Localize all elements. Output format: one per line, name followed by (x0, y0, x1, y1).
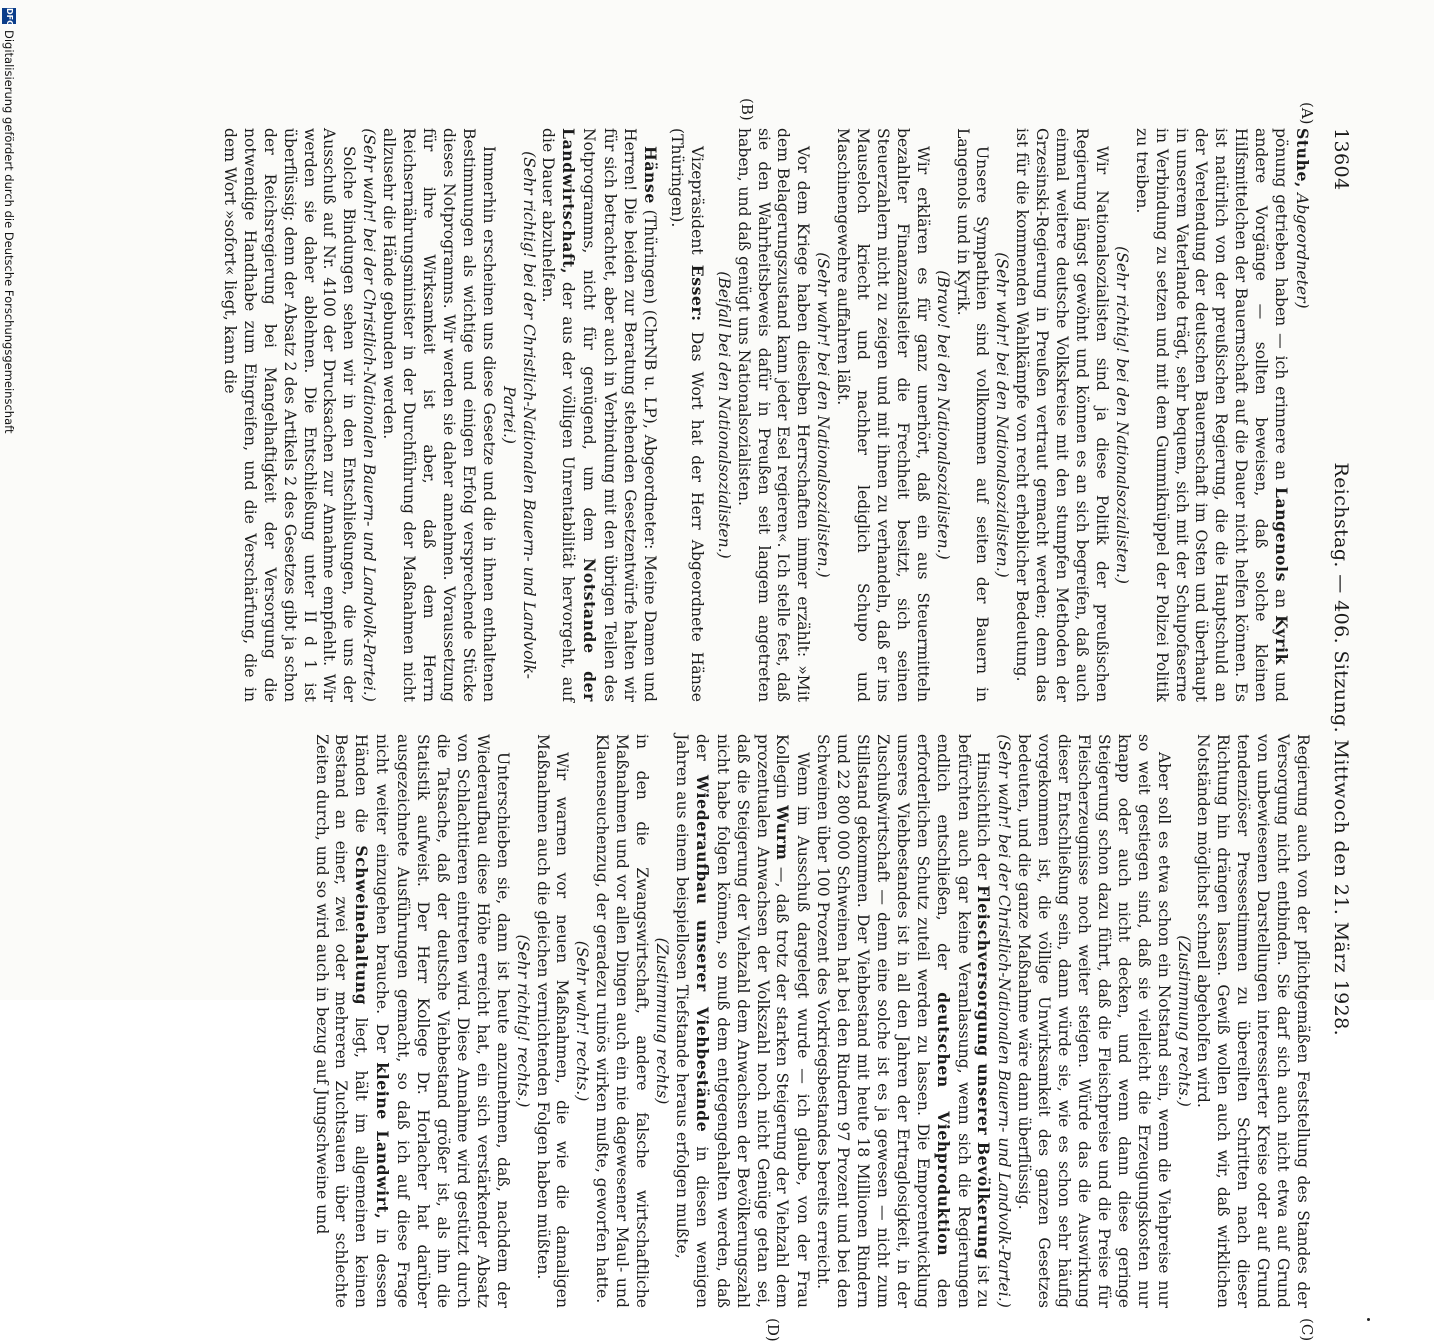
paragraph (1131, 128, 1291, 702)
margin-marker-b: (B) (738, 98, 756, 121)
text-run: pönung getrieben haben — ich erinnere an (1272, 128, 1291, 481)
paragraph (666, 128, 707, 702)
running-title: Reichstag. — 406. Sitzung. Mittwoch den 21. März 1928. (1330, 462, 1352, 1037)
interjection: (Beifall bei den Nationalsozialisten.) (714, 271, 733, 559)
speaker-name: Stuhe, (1293, 128, 1312, 189)
dfg-logo-icon: DFG (2, 8, 16, 24)
paragraph: Aber soll es etwa schon ein Notstand sein, wenn die Viehpreise nur so weit gestiegen sind, daß sie vielleicht die Erzeugungskosten nur knapp oder auch nicht decken, und wenn dann diese geringe Steigerung schon dazu führt, daß die Fleischpreise und die Preise für Fleischerzeugnisse noch weiter steigen. Würde das die Auswirkung dieser Entschließung sein, dann würde sie, wie es schon sehr häufig vorgekommen ist, die völlige Unwirksamkeit des ganzen Gesetzes bedeuten, und die ganze Maßnahme wäre dann überflüssig. (1015, 734, 1173, 1308)
interjection: (Sehr richtig! bei der Christlich-Nationalen Bauern- und Landvolk-Partei.) (499, 151, 538, 679)
paragraph: Wir Nationalsozialisten sind ja diese Politik der preußischen Regierung längst gewöhnt und können es an sich begreifen, daß auch einmal weitere deutsche Volkskreise mit den stumpfen Methoden der Grzesinski-Regierung in Preußen vertraut gemacht werden; denn das ist für die kommenden Wahlkämpfe von recht erheblicher Bedeutung. (1013, 128, 1111, 702)
paragraph: Regierung auch von der pflichtgemäßen Feststellung des Standes der Versorgung nicht entbinden. Sie darf sich auch nicht etwa auf Grund von unbewiesenen Darstellungen interessierter Kreise oder auf Grund tendenziöser Pressestimmen zu übereilten Schritten nach dieser Richtung hin drängen lassen. Gewiß wollen auch wir, daß wirklichen Notständen möglichst schnell abgeholfen wird. (1194, 734, 1312, 1308)
paragraph (671, 734, 812, 1308)
margin-marker-d: (D) (764, 1318, 782, 1342)
emphasis: Fleischversorgung unserer Bevölkerung (974, 885, 994, 1260)
emphasis: Langenols (1272, 486, 1292, 583)
emphasis: Notstande der Landwirtschaft, (559, 128, 600, 702)
text-run: Das Wort hat der Herr Abgeordnete Hänse (Thüringen). (667, 128, 706, 703)
interjection: (Sehr wahr! bei der Christlich-Nationalen Bauern- und Landvolk-Partei.) (360, 128, 379, 702)
interjection: (Sehr wahr! bei der Christlich-Nationalen Bauern- und Landvolk-Partei.) (995, 734, 1014, 1308)
text-run: der aus der völligen Unrentabilität hervorgeht, auf die Dauer abzuhelfen. (539, 128, 578, 702)
text-run: an (1272, 588, 1291, 609)
text-run: Unterschieben sie, dann ist heute anzunehmen, daß, nachdem der Wiederaufbau diese Höhe erreicht hat, ein sich verstärkender Absatz von Schlachttieren eintreten wird. Diese Annahme wird gestützt durch die Tatsache, daß der deutsche Viehbestand größer ist, als ihn die Statistik aufweist. Der Herr Kollege Dr. Horlacher hat darüber ausgezeichnete Ausführungen gemacht, so daß ich auf diese Frage nicht weiter einzugehen brauche. Der (373, 734, 512, 1308)
text-run: liegt, hält im allgemeinen keinen Bestand an einer, zwei oder mehreren Zuchtsauen über schlechte Zeiten durch, und so wird auch in bezug auf Jungschweine und (312, 734, 371, 1308)
speaker-name: Hänse (641, 146, 660, 204)
footer-text: Digitalisierung gefördert durch die Deutsche Forschungsgemeinschaft (2, 30, 16, 434)
text-run: —, daß trotz der starken Steigerung der Viehzahl dem prozentualen Anwachsen der Volkszahl noch nicht Genüge getan sei, daß die Steigerung der Viehzahl dem Anwachsen der Bevölkerungszahl nicht habe folgen können, so muß dem entgegengehalten werden, daß der (692, 734, 792, 1308)
text-run: in diesen wenigen Jahren aus einem beispiellosen Tiefstande heraus erfolgen mußte, (672, 734, 711, 1308)
emphasis: Schweinehaltung (352, 845, 372, 1006)
text-run: Vizepräsident (687, 146, 706, 255)
text-run: Wenn im Ausschuß dargelegt wurde — ich glaube, von der Frau Kollegin (773, 734, 813, 1308)
scan-speck (1367, 1318, 1370, 1321)
text-run: (Thüringen) (ChrNB u. LP), Abgeordneter: Meine Damen und Herren! Die beiden zur Beratung stehenden Gesetzentwürfe halten wir für sich betrachtet, aber auch in Verbindung mit den übrigen Teilen des Notprogramms, nicht für genügend, um dem (580, 128, 659, 702)
paragraph: Wir warnen vor neuen Maßnahmen, die wie die damaligen Maßnahmen auch die gleichen vernichtenden Folgen haben müßten. (533, 734, 572, 1308)
margin-marker-a: (A) (1298, 102, 1316, 125)
interjection: (Sehr wahr! bei den Nationalsozialisten.) (993, 252, 1012, 578)
text-run: den erforderlichen Schutz zuteil werden zu lassen. Die Emporentwicklung unseres Viehbestandes ist in all den Jahren der Ertraglosigkeit, in der Zuschußwirtschaft — denn eine solche ist es ja gewesen — nicht zum Stillstand gekommen. Der Viehbestand mit heute 18 Millionen Rindern und 22 800 000 Schweinen hat bei den Rindern 97 Prozent und bei den Schweinen über 100 Prozent des Vorkriegsbestandes bereits erreicht. (814, 734, 952, 1308)
interjection: (Bravo! bei den Nationalsozialisten.) (933, 270, 952, 560)
paragraph (812, 734, 993, 1308)
speaker-name: Esser: (687, 264, 707, 322)
emphasis: Kyrik (1272, 615, 1292, 665)
paragraph: Solche Bindungen sehen wir in den Entschließungen, die uns der Ausschuß auf Nr. 4100 der Drucksachen zur Annahme empfiehlt. Wir werden sie daher ablehnen. Die Entschließung unter II d 1 ist überflüssig; denn der Absatz 2 des Artikels 2 des Gesetzes gibt ja schon der Reichsregierung bei Mangelhaftigkeit der Versorgung die notwendige Handhabe zum Eingreifen, und die Verschärfung, die in dem Wort »sofort« liegt, kann die (220, 128, 359, 702)
page-header (1332, 128, 1352, 1308)
text-run: ist zu befürchten auch gar keine Veranlassung, wenn sich die Regierungen endlich entschließen, der (933, 734, 993, 1308)
right-column (312, 734, 1312, 1308)
emphasis: deutschen Viehproduktion (933, 992, 953, 1257)
paragraph: Immerhin erscheinen uns diese Gesetze und die in ihnen enthaltenen Bestimmungen als wichtige und einigen Erfolg versprechende Stücke dieses Notprogramms. Wir werden sie daher annehmen. Voraussetzung für ihre Wirksamkeit ist aber, daß dem Herrn Reichsernährungsminister in der Durchführung der Maßnahmen nicht allzusehr die Hände gebunden werden. (380, 128, 498, 702)
paragraph: Unsere Sympathien sind vollkommen auf seiten der Bauern in Langenols und in Kyrik. (953, 128, 992, 702)
emphasis: Wiederaufbau unserer Viehbestände (692, 774, 712, 1133)
page-number: 13604 (1330, 128, 1352, 191)
speaker-role: Abgeordneter) (1293, 193, 1311, 309)
paragraph: Vor dem Kriege haben dieselben Herrschaften immer erzählt: »Mit dem Belagerungszustand kann jeder Esel regieren«. Ich stelle fest, daß sie den Wahrheitsbeweis dafür in Preußen seit langem angetreten haben, und daß genügt uns Nationalsozialisten. (734, 128, 813, 702)
text-run: in dessen Händen die (352, 734, 392, 1308)
interjection: (Sehr richtig! bei den Nationalsozialisten.) (1112, 246, 1131, 584)
paragraph (311, 734, 512, 1308)
emphasis: Wurm (773, 805, 793, 861)
text-run: Hinsichtlich der (974, 752, 993, 880)
digitization-footer (0, 0, 19, 1008)
paragraph (538, 128, 660, 702)
interjection: (Zustimmung rechts) (653, 937, 671, 1105)
left-column (220, 128, 1312, 703)
paragraph: in den die Zwangswirtschaft, andere falsche wirtschaftliche Maßnahmen und vor allen Dingen auch ein nie dagewesener Maul- und Klauenseuchenzug, der geradezu ruinös wirken mußte, geworfen hatte. (593, 734, 652, 1308)
text-run: und andere Vorgänge — sollten beweisen, daß solche kleinen Hilfsmittelchen der Bauernschaft auf die Dauer nicht helfen können. Es ist natürlich von der preußischen Regierung, die die Hauptschuld an der Verelendung der deutschen Bauernschaft im Osten und überhaupt in unserem Vaterlande trägt, sehr bequem, sich mit der Schupofaserne in Verbindung zu setzen und mit dem Gummiknüppel der Polizei Politik zu treiben. (1132, 128, 1291, 702)
paragraph: Wir erklären es für ganz unerhört, daß ein aus Steuermitteln bezahlter Finanzamtsleiter die Frechheit besitzt, sich seinen Steuerzahlern nicht zu zeigen und mit ihnen zu verhandeln, daß er ins Mauseloch kriecht und nachher lediglich Schupo und Maschinengewehre auffahren läßt. (834, 128, 932, 702)
interjection: (Zustimmung rechts.) (1174, 935, 1193, 1107)
interjection: (Sehr wahr! rechts.) (573, 940, 592, 1102)
margin-marker-c: (C) (1298, 1318, 1316, 1342)
paragraph (1291, 128, 1312, 702)
interjection: (Sehr richtig! rechts.) (513, 934, 532, 1108)
interjection: (Sehr wahr! bei den Nationalsozialisten.) (814, 252, 833, 578)
emphasis: kleine Landwirt, (373, 1062, 393, 1220)
